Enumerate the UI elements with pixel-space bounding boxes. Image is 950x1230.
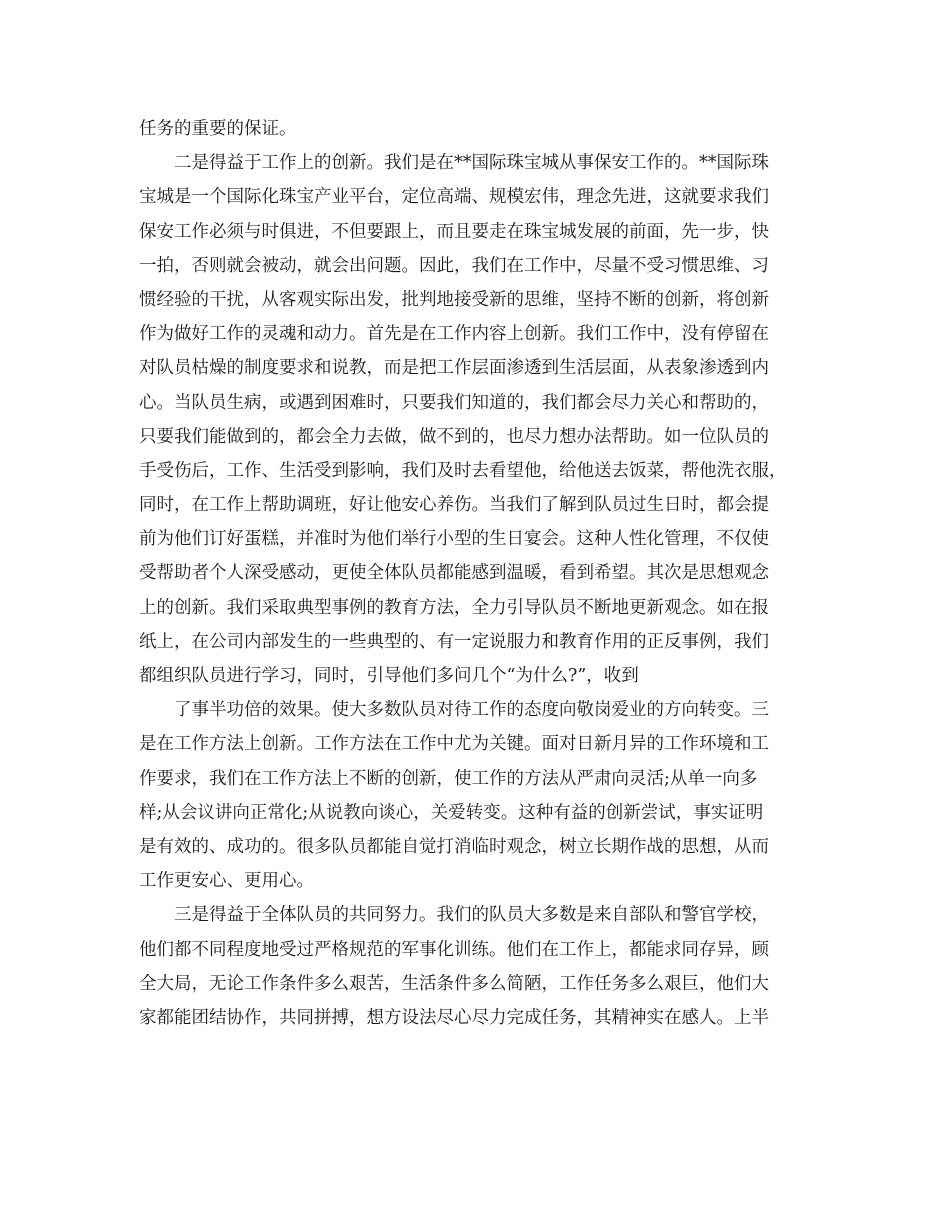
text-line: 手受伤后，工作、生活受到影响，我们及时去看望他，给他送去饭菜，帮他洗衣服， <box>139 460 787 481</box>
text-line: 受帮助者个人深受感动，更使全体队员都能感到温暖，看到希望。其次是思想观念 <box>139 563 769 584</box>
text-line: 三是得益于全体队员的共同努力。我们的队员大多数是来自部队和警官学校， <box>174 905 769 926</box>
text-line: 他们都不同程度地受过严格规范的军事化训练。他们在工作上，都能求同存异，顾 <box>139 939 769 960</box>
text-line: 都组织队员进行学习，同时，引导他们多问几个“为什么?”，收到 <box>139 666 639 686</box>
text-line: 工作更安心、更用心。 <box>139 871 314 892</box>
text-line: 心。当队员生病，或遇到困难时，只要我们知道的，我们都会尽力关心和帮助的， <box>139 392 769 413</box>
text-line: 全大局，无论工作条件多么艰苦，生活条件多么简陋，工作任务多么艰巨，他们大 <box>139 973 769 994</box>
text-line: 作要求，我们在工作方法上不断的创新，使工作的方法从严肃向灵活;从单一向多 <box>139 768 758 789</box>
text-line: 作为做好工作的灵魂和动力。首先是在工作内容上创新。我们工作中，没有停留在 <box>139 324 769 345</box>
text-line: 同时，在工作上帮助调班，好让他安心养伤。当我们了解到队员过生日时，都会提 <box>139 495 769 516</box>
text-line: 样;从会议讲向正常化;从说教向谈心，关爱转变。这种有益的创新尝试，事实证明 <box>139 802 764 823</box>
text-line: 保安工作必须与时俱进，不但要跟上，而且要走在珠宝城发展的前面，先一步，快 <box>139 221 769 242</box>
text-line: 上的创新。我们采取典型事例的教育方法，全力引导队员不断地更新观念。如在报 <box>139 597 769 618</box>
text-line: 一拍，否则就会被动，就会出问题。因此，我们在工作中，尽量不受习惯思维、习 <box>139 255 769 276</box>
body-text <box>139 112 819 1035</box>
text-line: 了事半功倍的效果。使大多数队员对待工作的态度向敬岗爱业的方向转变。三 <box>174 700 769 721</box>
text-line: 前为他们订好蛋糕，并准时为他们举行小型的生日宴会。这种人性化管理，不仅使 <box>139 529 769 550</box>
text-line: 是在工作方法上创新。工作方法在工作中尤为关键。面对日新月异的工作环境和工 <box>139 734 769 755</box>
text-line: 是有效的、成功的。很多队员都能自觉打消临时观念，树立长期作战的思想，从而 <box>139 836 769 857</box>
text-line: 家都能团结协作，共同拼搏，想方设法尽心尽力完成任务，其精神实在感人。上半 <box>139 1007 769 1028</box>
text-line: 任务的重要的保证。 <box>139 119 297 139</box>
text-line: 宝城是一个国际化珠宝产业平台，定位高端、规模宏伟，理念先进，这就要求我们 <box>139 187 769 208</box>
text-line: 只要我们能做到的，都会全力去做，做不到的，也尽力想办法帮助。如一位队员的 <box>139 426 769 447</box>
text-line: 纸上，在公司内部发生的一些典型的、有一定说服力和教育作用的正反事例，我们 <box>139 631 769 652</box>
text-line: 二是得益于工作上的创新。我们是在**国际珠宝城从事保安工作的。**国际珠 <box>174 153 769 174</box>
text-line: 惯经验的干扰，从客观实际出发，批判地接受新的思维，坚持不断的创新，将创新 <box>139 289 769 310</box>
text-line: 对队员枯燥的制度要求和说教，而是把工作层面渗透到生活层面，从表象渗透到内 <box>139 358 769 379</box>
